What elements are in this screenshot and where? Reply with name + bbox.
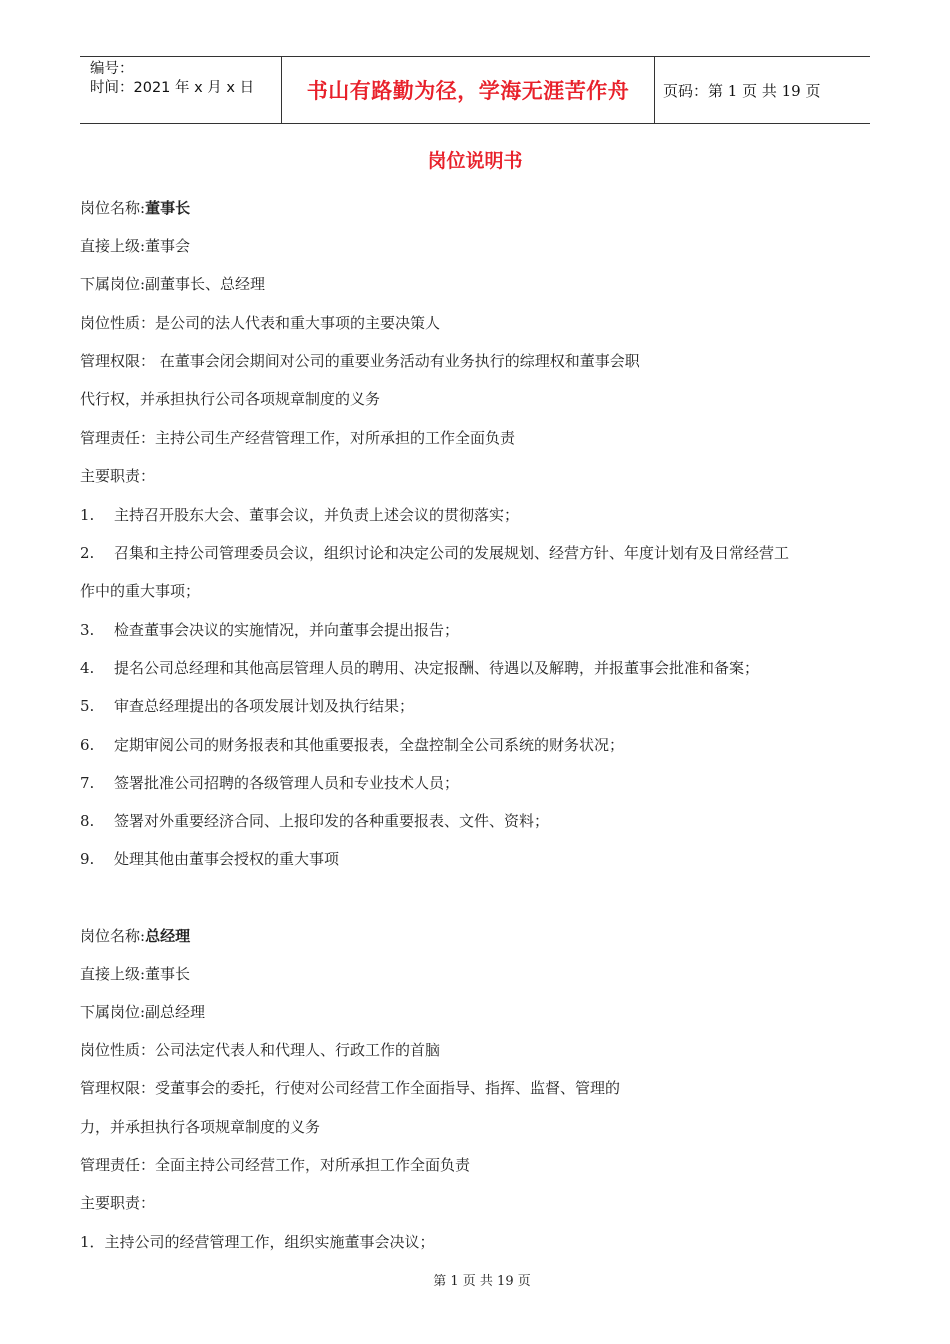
item-number: 1. <box>80 506 95 524</box>
header-page-info: 页码：第 1 页 共 19 页 <box>663 81 821 100</box>
position-name-value: 董事长 <box>145 199 191 217</box>
item-number: 4. <box>80 659 95 677</box>
item-text: 检查董事会决议的实施情况，并向董事会提出报告； <box>114 621 460 639</box>
position-nature: 岗位性质：是公司的法人代表和重大事项的主要决策人 <box>80 314 441 332</box>
item-text: 提名公司总经理和其他高层管理人员的聘用、决定报酬、待遇以及解聘，并报董事会批准和备案； <box>114 659 760 677</box>
list-item <box>80 735 624 755</box>
position-name-line <box>80 198 190 218</box>
direct-superior: 直接上级:董事会 <box>80 237 191 255</box>
position-name-line <box>80 926 190 946</box>
list-item <box>80 658 759 678</box>
position-nature: 岗位性质：公司法定代表人和代理人、行政工作的首脑 <box>80 1041 441 1059</box>
item-text: 召集和主持公司管理委员会议，组织讨论和决定公司的发展规划、经营方针、年度计划有及日常经营工 <box>114 544 790 562</box>
management-authority: 管理权限：受董事会的委托，行使对公司经营工作全面指导、指挥、监督、管理的 <box>80 1079 621 1097</box>
list-item <box>80 773 459 793</box>
item-text: 签署批准公司招聘的各级管理人员和专业技术人员； <box>114 774 460 792</box>
item-text: 签署对外重要经济合同、上报印发的各种重要报表、文件、资料； <box>114 812 550 830</box>
item-number: 9. <box>80 850 95 868</box>
item-text: 处理其他由董事会授权的重大事项 <box>114 850 340 868</box>
number-label: 编号： <box>90 61 134 77</box>
item-number: 7. <box>80 774 95 792</box>
management-authority-cont: 力，并承担执行各项规章制度的义务 <box>80 1118 321 1136</box>
document-header <box>80 56 870 124</box>
item-number: 3. <box>80 621 95 639</box>
direct-superior: 直接上级:董事长 <box>80 965 191 983</box>
item-text: 审查总经理提出的各项发展计划及执行结果； <box>114 697 415 715</box>
header-meta <box>80 57 281 123</box>
position-name-label: 岗位名称: <box>80 927 146 945</box>
list-item <box>80 543 789 563</box>
item-number: 2. <box>80 544 95 562</box>
list-item <box>80 811 549 831</box>
list-item: 1．主持公司的经营管理工作，组织实施董事会决议； <box>80 1233 435 1251</box>
list-item <box>80 505 519 525</box>
item-number: 8. <box>80 812 95 830</box>
item-text: 主持召开股东大会、董事会议，并负责上述会议的贯彻落实； <box>114 506 520 524</box>
main-duties-label: 主要职责： <box>80 467 156 485</box>
position-name-value: 总经理 <box>145 927 191 945</box>
position-name-label: 岗位名称: <box>80 199 146 217</box>
list-item-cont: 作中的重大事项； <box>80 582 201 600</box>
header-motto: 书山有路勤为径，学海无涯苦作舟 <box>281 57 655 123</box>
item-number: 5. <box>80 697 95 715</box>
list-item <box>80 696 414 716</box>
page-footer: 第 1 页 共 19 页 <box>433 1274 531 1289</box>
time-label: 时间：2021 年 x 月 x 日 <box>90 80 255 96</box>
main-duties-label: 主要职责： <box>80 1194 156 1212</box>
document-title: 岗位说明书 <box>427 150 523 172</box>
item-text: 定期审阅公司的财务报表和其他重要报表，全盘控制全公司系统的财务状况； <box>114 736 625 754</box>
subordinate-positions: 下属岗位:副董事长、总经理 <box>80 275 266 293</box>
subordinate-positions: 下属岗位:副总经理 <box>80 1003 206 1021</box>
management-responsibility: 管理责任：主持公司生产经营管理工作，对所承担的工作全面负责 <box>80 429 516 447</box>
list-item <box>80 849 339 869</box>
management-responsibility: 管理责任：全面主持公司经营工作，对所承担工作全面负责 <box>80 1156 471 1174</box>
management-authority: 管理权限： 在董事会闭会期间对公司的重要业务活动有业务执行的综理权和董事会职 <box>80 352 640 370</box>
management-authority-cont: 代行权，并承担执行公司各项规章制度的义务 <box>80 390 381 408</box>
list-item <box>80 620 459 640</box>
item-number: 6. <box>80 736 95 754</box>
